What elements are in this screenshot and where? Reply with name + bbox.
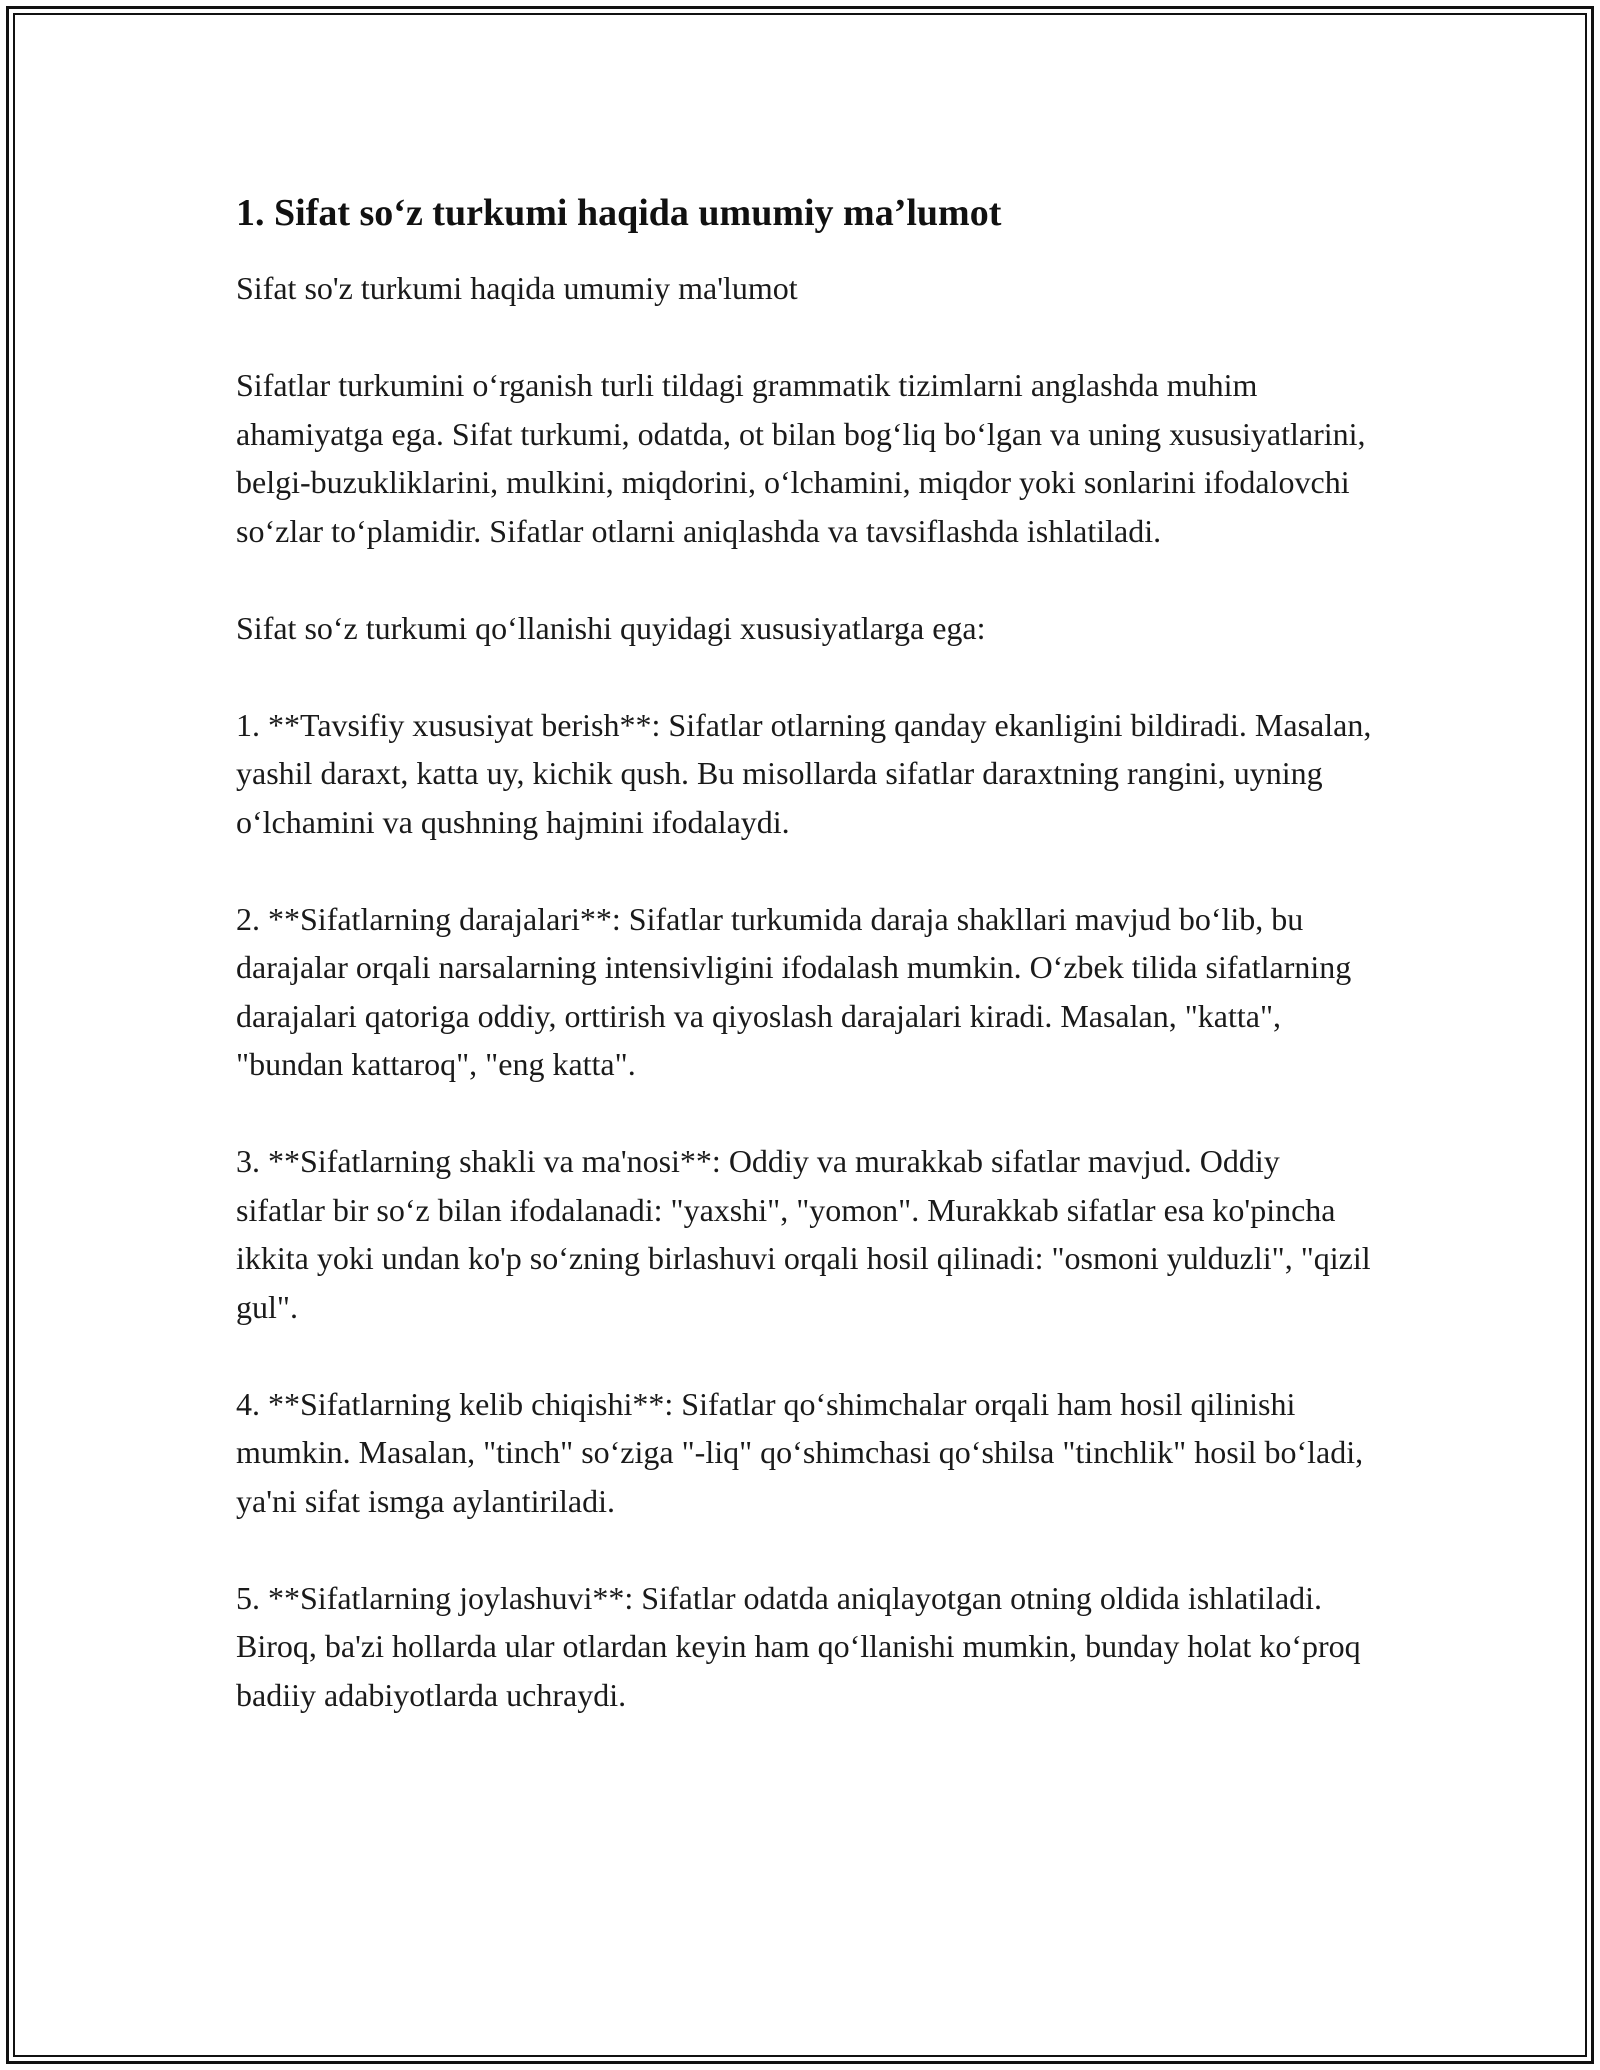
- list-item-descriptive: 1. **Tavsifiy xususiyat berish**: Sifatlar otlarning qanday ekanligini bildiradi. Masalan, yashil daraxt, katta uy, kichik qush. Bu misollarda sifatlar daraxtning rangini, uyning o‘lchamini va qushning hajmini ifodalaydi.: [236, 706, 1372, 840]
- intro-paragraph: Sifatlar turkumini o‘rganish turli tildagi grammatik tizimlarni anglashda muhim ahamiyatga ega. Sifat turkumi, odatda, ot bilan bog‘liq bo‘lgan va uning xususiyatlarini, belgi-buzukliklarini, mulkini, miqdorini, o‘lchamini, miqdor yoki sonlarini ifodalovchi so‘zlar to‘plamidir. Sifatlar otlarni aniqlashda va tavsiflashda ishlatiladi.: [236, 367, 1366, 549]
- list-item-position: 5. **Sifatlarning joylashuvi**: Sifatlar odatda aniqlayotgan otning oldida ishlatiladi. Biroq, ba'zi hollarda ular otlardan keyin ham qo‘llanishi mumkin, bunday holat ko‘proq badiiy adabiyotlarda uchraydi.: [236, 1579, 1361, 1713]
- list-item-origin: 4. **Sifatlarning kelib chiqishi**: Sifatlar qo‘shimchalar orqali ham hosil qilinishi mumkin. Masalan, "tinch" so‘ziga "-liq" qo‘shimchasi qo‘shilsa "tinchlik" hosil bo‘ladi, ya'ni sifat ismga aylantiriladi.: [236, 1385, 1364, 1519]
- document-title: 1. Sifat so‘z turkumi haqida umumiy ma’lumot: [236, 192, 1002, 234]
- list-intro-paragraph: Sifat so‘z turkumi qo‘llanishi quyidagi xususiyatlarga ega:: [236, 609, 986, 646]
- subtitle-paragraph: Sifat so'z turkumi haqida umumiy ma'lumot: [236, 270, 798, 306]
- list-item-degrees: 2. **Sifatlarning darajalari**: Sifatlar turkumida daraja shakllari mavjud bo‘lib, bu darajalar orqali narsalarning intensivligini ifodalash mumkin. O‘zbek tilida sifatlarning darajalari qatoriga oddiy, orttirish va qiyoslash darajalari kiradi. Masalan, "katta", "bundan kattaroq", "eng katta".: [236, 900, 1352, 1082]
- document-body: [236, 188, 1376, 1768]
- list-item-form-meaning: 3. **Sifatlarning shakli va ma'nosi**: Oddiy va murakkab sifatlar mavjud. Oddiy sifatlar bir so‘z bilan ifodalanadi: "yaxshi", "yomon". Murakkab sifatlar esa ko'pincha ikkita yoki undan ko'p so‘zning birlashuvi orqali hosil qilinadi: "osmoni yulduzli", "qizil gul".: [236, 1143, 1371, 1325]
